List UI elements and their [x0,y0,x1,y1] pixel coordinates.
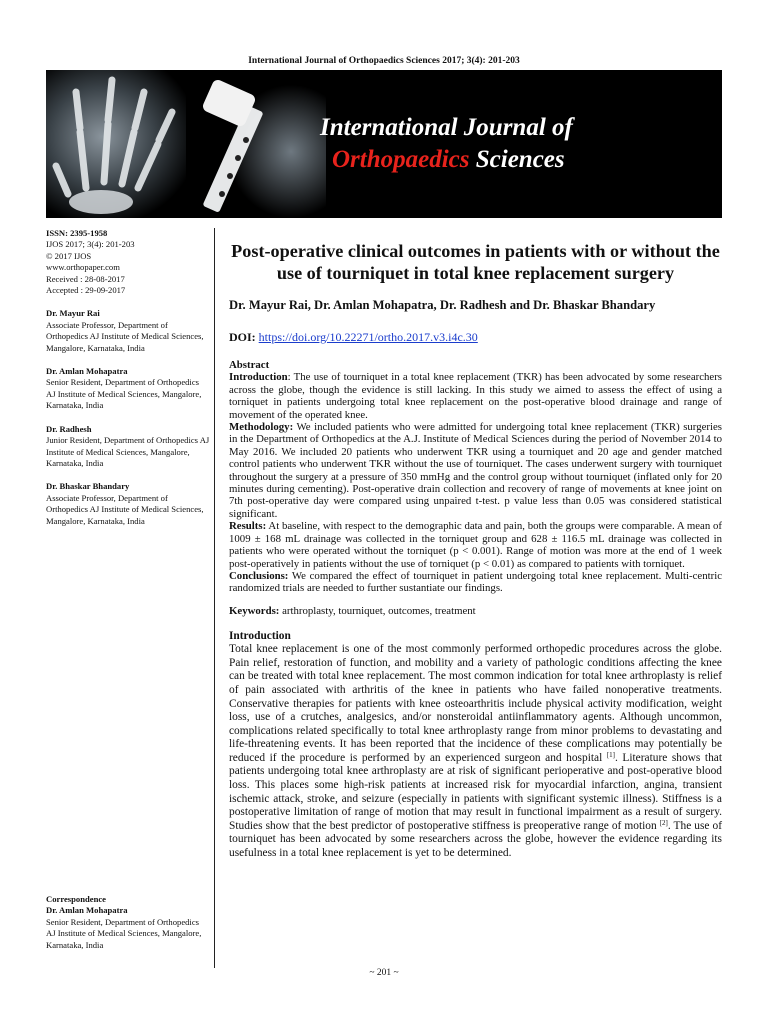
abstract-intro-text: : The use of tourniquet in a total knee replacement (TKR) has been advocated by some researchers across the globe, though the evidence is still lacking. In this study we aimed to assess the effect of using a torniquet in patients undergoing total knee replacement on the post-operative blood drainage and range of movement of the operated knee. [229,371,722,421]
sidebar-author-affiliation: Senior Resident, Department of Orthopedics AJ Institute of Medical Sciences, Mangalore, Karnataka, India [46,377,202,411]
correspondence-name: Dr. Amlan Mohapatra [46,905,128,916]
abstract-methods-text: We included patients who were admitted for undergoing total knee replacement (TKR) surgeries in the Department of Orthopedics at the A.J. Institute of Medical Sciences during the period of November 2014 to May 2016. We included 20 patients who underwent TKR using a tourniquet and 20 age and gender matched control patients who underwent TKR without the use of tourniquet. The cases underwent surgery with tourniquet throughout the surgery at a pressure of 350 mmHg and the control group without tourniquet (inflated only for 20 minutes during cementing). Post-operative drain collection and recovery of range of movements at knee joint on 7th post-operative day were compared using unpaired t-test. p value less than 0.05 was considered statistical significant. [229,421,722,520]
sidebar [46,228,210,527]
keywords-text: arthroplasty, tourniquet, outcomes, treatment [279,604,476,617]
sidebar-author-affiliation: Junior Resident, Department of Orthopedics AJ Institute of Medical Sciences, Mangalore, Karnataka, India [46,435,210,468]
xray-illustration [46,70,326,218]
keywords [229,605,722,617]
sidebar-author [46,366,210,412]
citation-ref-1: [1] [606,750,615,759]
sidebar-author [46,424,210,470]
abstract [229,359,722,595]
journal-title-rest: Sciences [469,146,565,173]
received-date: Received : 28-08-2017 [46,273,125,284]
doi-label: DOI: [229,330,256,344]
abstract-methodology [229,421,722,520]
abstract-results-text: At baseline, with respect to the demographic data and pain, both the groups were comparable. A mean of 1009 ± 168 mL drainage was collected in the torniquet group and 628 ± 116.5 mL drainage was collected in patients who were operated without the torniquet (p < 0.001). Range of motion was more at the end of 1 week post-operatively in patients without the use of torniquet (p < 0.01) as compared to patients with torniquet. [229,520,722,570]
sidebar-author-name: Dr. Radhesh [46,423,92,434]
journal-banner [46,70,722,218]
page-number: ~ 201 ~ [369,968,399,978]
correspondence-affiliation: Senior Resident, Department of Orthopedics AJ Institute of Medical Sciences, Mangalore, Karnataka, India [46,916,202,950]
column-divider [214,228,215,968]
doi-link[interactable]: https://doi.org/10.22271/ortho.2017.v3.i4c.30 [258,330,478,344]
journal-title-accent: Orthopaedics [332,146,470,173]
doi-line [229,330,722,345]
sidebar-author-affiliation: Associate Professor, Department of Orthopedics AJ Institute of Medical Sciences, Mangalore, Karnataka, India [46,319,204,353]
abstract-intro-label: Introduction [229,371,288,384]
introduction-heading: Introduction [229,630,291,643]
abstract-conclusions [229,570,722,595]
sidebar-author-name: Dr. Amlan Mohapatra [46,366,128,377]
journal-issue: IJOS 2017; 3(4): 201-203 [46,239,135,250]
abstract-conclusions-text: We compared the effect of tourniquet in patient undergoing total knee replacement. Multi-centric randomized trials are needed to further sustantiate our findings. [229,569,722,595]
introduction-part2: . Literature shows that patients undergoing total knee arthroplasty are at risk of significant perioperative and post-operative blood loss. This places some high-risk patients at increased risk for myocardial infarction, angina, transient ischemic attack, stroke, and seizure (especially in patients with significant systemic illness). Stiffness is a postoperative limitation of range of motion that may result in functional impairment as a result of surgery. Studies show that the best predictor of postoperative stiffness is preoperative range of motion [229,751,722,832]
abstract-conclusions-label: Conclusions: [229,569,289,582]
website: www.orthopaper.com [46,262,120,273]
copyright: © 2017 IJOS [46,250,92,261]
sidebar-author [46,481,210,527]
abstract-methods-label: Methodology: [229,421,294,434]
abstract-results-label: Results: [229,520,267,533]
journal-title-line2 [332,146,565,174]
sidebar-author [46,308,210,354]
running-head: International Journal of Orthopaedics Sciences 2017; 3(4): 201-203 [248,56,520,66]
main-column [229,240,722,861]
abstract-heading: Abstract [229,359,270,371]
journal-title-line1: International Journal of [320,114,573,141]
introduction-part1: Total knee replacement is one of the most commonly performed orthopedic procedures across the globe. Pain relief, restoration of function, and mobility and a variety of pathologic conditions affecting the knee can be treated with total knee replacement. The most common indication for total knee arthroplasty is relief of pain associated with arthritis of the knee in patients who have failed nonoperative treatments. Conservative therapies for patients with knee osteoarthritis include physical activity modification, weight loss, use of a crutches, analgesics, and/or nonsteroidal antiinflammatory agents. Although uncommon, complications related specifically to total knee arthroplasty range from minor problems to devastating and life-threatening events. It has been reported that the incidence of these complications may potentially be reduced if the procedure is performed by an experienced surgeon and hospital [229,643,722,764]
introduction-part3: . The use of tourniquet has been advocated by some researchers across the globe, however the evidence regarding its usefulness in a total knee replacement is yet to be determined. [229,819,722,860]
abstract-results [229,520,722,570]
publication-meta [46,228,210,296]
citation-ref-2: [2] [659,818,668,827]
abstract-introduction [229,371,722,421]
keywords-label: Keywords: [229,604,280,617]
issn: ISSN: 2395-1958 [46,228,108,238]
accepted-date: Accepted : 29-09-2017 [46,285,126,296]
sidebar-author-affiliation: Associate Professor, Department of Orthopedics AJ Institute of Medical Sciences, Mangalore, Karnataka, India [46,492,204,526]
introduction-body [229,643,722,861]
correspondence [46,894,210,951]
paper-authors: Dr. Mayur Rai, Dr. Amlan Mohapatra, Dr. Radhesh and Dr. Bhaskar Bhandary [229,298,656,312]
correspondence-label: Correspondence [46,894,106,904]
sidebar-author-name: Dr. Mayur Rai [46,308,100,319]
paper-title: Post-operative clinical outcomes in patients with or without the use of tourniquet in total knee replacement surgery [231,241,720,283]
sidebar-author-name: Dr. Bhaskar Bhandary [46,481,130,492]
